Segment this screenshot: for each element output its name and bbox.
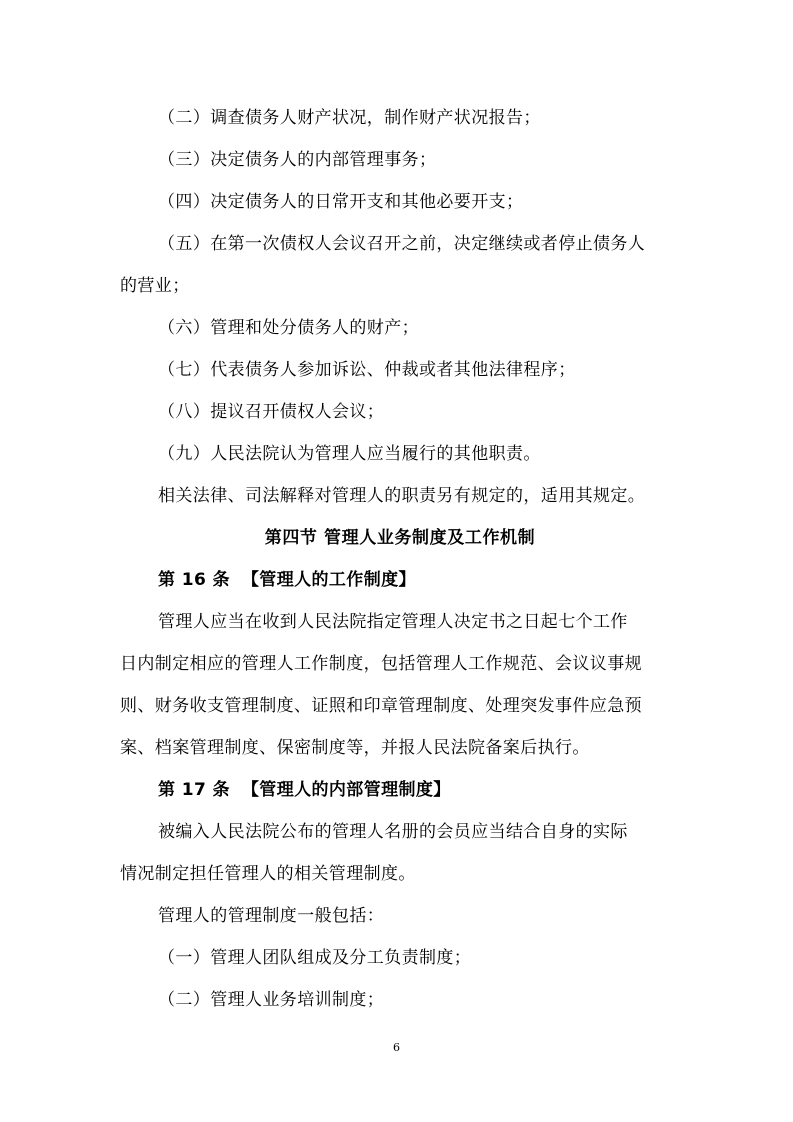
list-item-7: （七）代表债务人参加诉讼、仲裁或者其他法律程序； bbox=[158, 360, 576, 380]
article-17-title: 【管理人的内部管理制度】 bbox=[241, 780, 451, 800]
article-16-body-line-4: 案、档案管理制度、保密制度等，并报人民法院备案后执行。 bbox=[120, 738, 590, 758]
list-item-6: （六）管理和处分债务人的财产； bbox=[158, 318, 419, 338]
section-heading: 第四节 管理人业务制度及工作机制 bbox=[264, 528, 536, 548]
article-16-body-line-1: 管理人应当在收到人民法院指定管理人决定书之日起七个工作 bbox=[158, 612, 628, 632]
article-17-heading bbox=[158, 778, 680, 802]
article-17-list-item-1: （一）管理人团队组成及分工负责制度； bbox=[158, 948, 472, 968]
article-16-heading bbox=[158, 568, 680, 592]
page-number: 6 bbox=[393, 1041, 400, 1054]
list-item-9: （九）人民法院认为管理人应当履行的其他职责。 bbox=[158, 444, 541, 464]
paragraph-related-laws: 相关法律、司法解释对管理人的职责另有规定的，适用其规定。 bbox=[158, 486, 646, 506]
list-item-5: （五）在第一次债权人会议召开之前，决定继续或者停止债务人 bbox=[158, 234, 646, 254]
article-17-body-line-2: 情况制定担任管理人的相关管理制度。 bbox=[120, 864, 416, 884]
list-item-5-continuation: 的营业； bbox=[120, 276, 190, 296]
article-16-title: 【管理人的工作制度】 bbox=[241, 570, 416, 590]
article-17-body-line-1: 被编入人民法院公布的管理人名册的会员应当结合自身的实际 bbox=[158, 822, 628, 842]
article-17-number: 第 17 条 bbox=[158, 780, 230, 800]
article-16-body-line-3: 则、财务收支管理制度、证照和印章管理制度、处理突发事件应急预 bbox=[120, 696, 642, 716]
article-16-body-line-2: 日内制定相应的管理人工作制度，包括管理人工作规范、会议议事规 bbox=[120, 654, 642, 674]
list-item-8: （八）提议召开债权人会议； bbox=[158, 402, 385, 422]
article-17-body-line-3: 管理人的管理制度一般包括： bbox=[158, 906, 385, 926]
article-16-number: 第 16 条 bbox=[158, 570, 230, 590]
list-item-2: （二）调查债务人财产状况，制作财产状况报告； bbox=[158, 108, 541, 128]
list-item-4: （四）决定债务人的日常开支和其他必要开支； bbox=[158, 192, 524, 212]
list-item-3: （三）决定债务人的内部管理事务； bbox=[158, 150, 437, 170]
article-17-list-item-2: （二）管理人业务培训制度； bbox=[158, 990, 385, 1010]
